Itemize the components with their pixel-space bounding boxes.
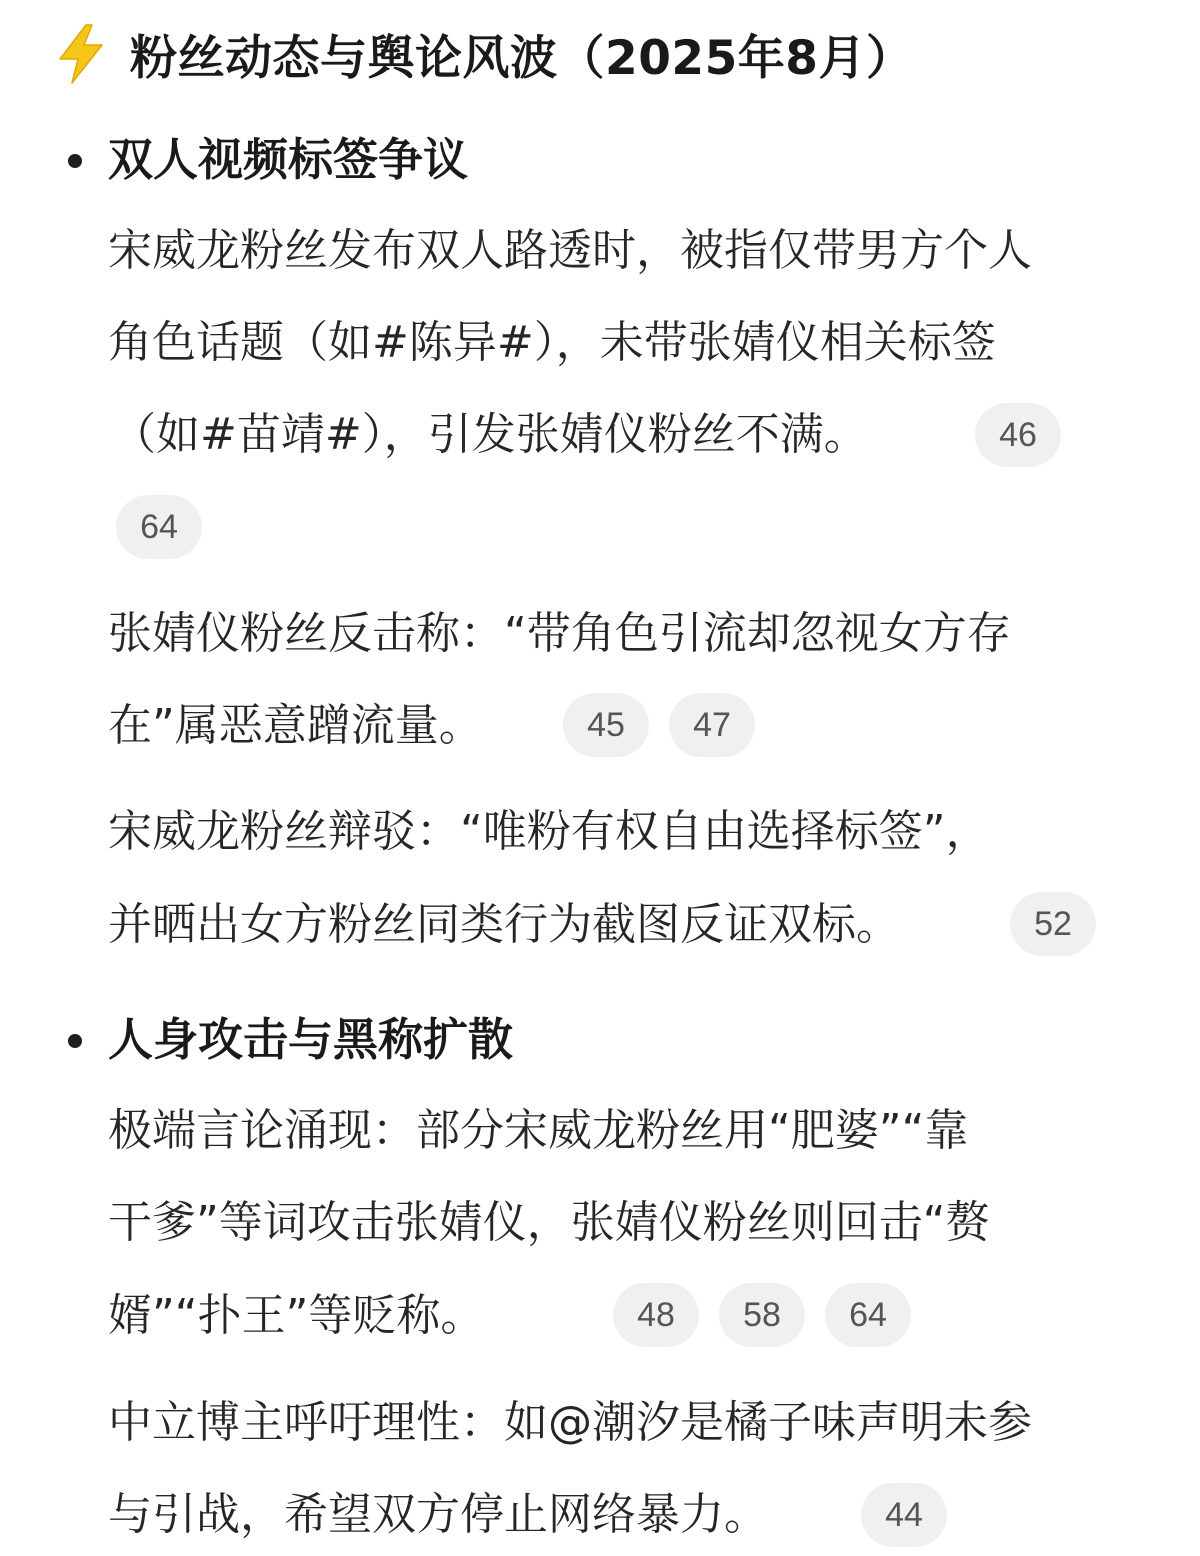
paragraph-line: 与引战，希望双方停止网络暴力。 (108, 1489, 768, 1540)
paragraph-line: （如#苗靖#），引发张婧仪粉丝不满。 (112, 409, 868, 460)
citation-badge[interactable]: 47 (669, 693, 755, 757)
paragraph-line: 中立博主呼吁理性：如@潮汐是橘子味声明未参 (108, 1397, 1032, 1448)
citation-badge[interactable]: 45 (563, 693, 649, 757)
paragraph-line: 干爹”等词攻击张婧仪，张婧仪粉丝则回击“赘 (108, 1197, 990, 1248)
lightning-bolt-icon (54, 23, 108, 85)
section-heading (54, 18, 914, 90)
paragraph-line: 婿”“扑王”等贬称。 (108, 1290, 485, 1341)
heading-title: 粉丝动态与舆论风波（2025年8月） (130, 30, 914, 86)
citation-badge[interactable]: 46 (975, 403, 1061, 467)
paragraph-line: 在”属恶意蹭流量。 (108, 700, 483, 751)
paragraph-line: 极端言论涌现：部分宋威龙粉丝用“肥婆”“靠 (108, 1105, 969, 1156)
citation-badge[interactable]: 64 (825, 1283, 911, 1347)
citation-badge[interactable]: 44 (861, 1483, 947, 1547)
citation-badge[interactable]: 48 (613, 1283, 699, 1347)
section-title-personal-attacks: 人身攻击与黑称扩散 (108, 1013, 514, 1066)
bullet-dot (68, 1034, 82, 1048)
citation-badge[interactable]: 58 (719, 1283, 805, 1347)
citation-badge[interactable]: 64 (116, 495, 202, 559)
bullet-dot (68, 154, 82, 168)
paragraph-line: 角色话题（如#陈异#），未带张婧仪相关标签 (108, 317, 996, 368)
paragraph-line: 并晒出女方粉丝同类行为截图反证双标。 (108, 899, 900, 950)
paragraph-line: 宋威龙粉丝辩驳：“唯粉有权自由选择标签”， (108, 806, 990, 857)
paragraph-line: 张婧仪粉丝反击称：“带角色引流却忽视女方存 (108, 608, 1011, 659)
paragraph-line: 宋威龙粉丝发布双人路透时，被指仅带男方个人 (108, 225, 1032, 276)
section-title-tag-dispute: 双人视频标签争议 (108, 133, 469, 186)
citation-badge[interactable]: 52 (1010, 892, 1096, 956)
